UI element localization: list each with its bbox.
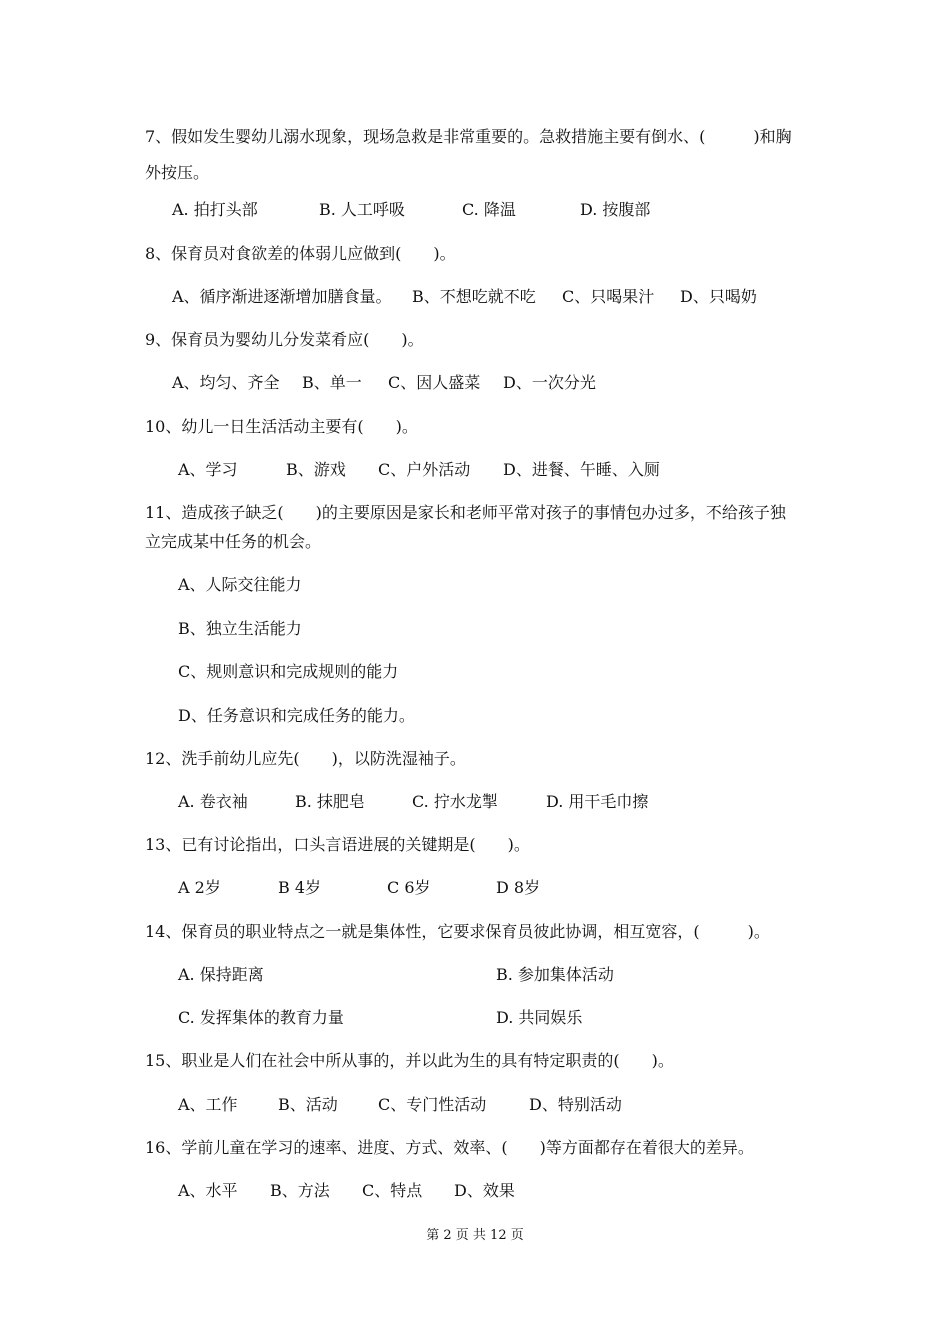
question-15-text: 15、职业是人们在社会中所从事的，并以此为生的具有特定职责的( )。 bbox=[145, 1051, 674, 1070]
question-13-option-c: C 6岁 bbox=[387, 878, 431, 897]
question-9-text: 9、保育员为婴幼儿分发菜肴应( )。 bbox=[145, 330, 424, 349]
question-12-text: 12、洗手前幼儿应先( )，以防洗湿袖子。 bbox=[145, 749, 466, 768]
question-9-option-a: A、均匀、齐全 bbox=[172, 373, 280, 392]
question-8-option-c: C、只喝果汁 bbox=[562, 287, 655, 306]
question-10-option-c: C、户外活动 bbox=[378, 460, 471, 479]
question-8-option-a: A、循序渐进逐渐增加膳食量。 bbox=[172, 287, 392, 306]
question-7-text-cont: 外按压。 bbox=[145, 163, 210, 182]
question-11-option-b: B、独立生活能力 bbox=[178, 619, 302, 638]
question-11-option-d: D、任务意识和完成任务的能力。 bbox=[178, 706, 415, 725]
question-11-option-a: A、人际交往能力 bbox=[178, 575, 302, 594]
question-11-text-cont: 立完成某中任务的机会。 bbox=[145, 532, 322, 551]
question-10-option-d: D、进餐、午睡、入厕 bbox=[503, 460, 660, 479]
question-15-option-d: D、特别活动 bbox=[529, 1095, 622, 1114]
question-7-option-d: D. 按腹部 bbox=[580, 200, 651, 219]
question-16-option-a: A、水平 bbox=[178, 1181, 238, 1200]
question-8-option-b: B、不想吃就不吃 bbox=[412, 287, 536, 306]
question-14-option-a: A. 保持距离 bbox=[178, 965, 264, 984]
question-16-option-d: D、效果 bbox=[454, 1181, 515, 1200]
question-11-text: 11、造成孩子缺乏( )的主要原因是家长和老师平常对孩子的事情包办过多，不给孩子独 bbox=[145, 503, 786, 522]
question-16-text: 16、学前儿童在学习的速率、进度、方式、效率、( )等方面都存在着很大的差异。 bbox=[145, 1138, 754, 1157]
question-7-option-b: B. 人工呼吸 bbox=[319, 200, 405, 219]
question-11-option-c: C、规则意识和完成规则的能力 bbox=[178, 662, 399, 681]
question-13-option-a: A 2岁 bbox=[178, 878, 221, 897]
question-8-option-d: D、只喝奶 bbox=[680, 287, 757, 306]
question-15-option-c: C、专门性活动 bbox=[378, 1095, 487, 1114]
question-10-option-a: A、学习 bbox=[178, 460, 238, 479]
question-10-text: 10、幼儿一日生活活动主要有( )。 bbox=[145, 417, 418, 436]
question-9-option-d: D、一次分光 bbox=[503, 373, 596, 392]
question-9-option-b: B、单一 bbox=[302, 373, 362, 392]
question-14-option-d: D. 共同娱乐 bbox=[496, 1008, 583, 1027]
question-12-option-c: C. 拧水龙掣 bbox=[412, 792, 498, 811]
question-14-option-b: B. 参加集体活动 bbox=[496, 965, 614, 984]
question-16-option-c: C、特点 bbox=[362, 1181, 423, 1200]
question-14-text: 14、保育员的职业特点之一就是集体性，它要求保育员彼此协调，相互宽容，( )。 bbox=[145, 922, 770, 941]
question-8-text: 8、保育员对食欲差的体弱儿应做到( )。 bbox=[145, 244, 456, 263]
question-7-option-a: A. 拍打头部 bbox=[172, 200, 258, 219]
question-15-option-a: A、工作 bbox=[178, 1095, 238, 1114]
question-16-option-b: B、方法 bbox=[270, 1181, 330, 1200]
question-7-option-c: C. 降温 bbox=[462, 200, 516, 219]
question-12-option-b: B. 抹肥皂 bbox=[295, 792, 365, 811]
question-14-option-c: C. 发挥集体的教育力量 bbox=[178, 1008, 344, 1027]
question-13-text: 13、已有讨论指出，口头言语进展的关键期是( )。 bbox=[145, 835, 530, 854]
page-number-footer: 第 2 页 共 12 页 bbox=[426, 1228, 524, 1243]
question-12-option-a: A. 卷衣袖 bbox=[178, 792, 248, 811]
question-7-text: 7、假如发生婴幼儿溺水现象，现场急救是非常重要的。急救措施主要有倒水、( )和胸 bbox=[145, 127, 792, 146]
question-9-option-c: C、因人盛菜 bbox=[388, 373, 481, 392]
question-15-option-b: B、活动 bbox=[278, 1095, 338, 1114]
question-12-option-d: D. 用干毛巾擦 bbox=[546, 792, 649, 811]
question-10-option-b: B、游戏 bbox=[286, 460, 346, 479]
question-13-option-b: B 4岁 bbox=[278, 878, 322, 897]
question-13-option-d: D 8岁 bbox=[496, 878, 541, 897]
